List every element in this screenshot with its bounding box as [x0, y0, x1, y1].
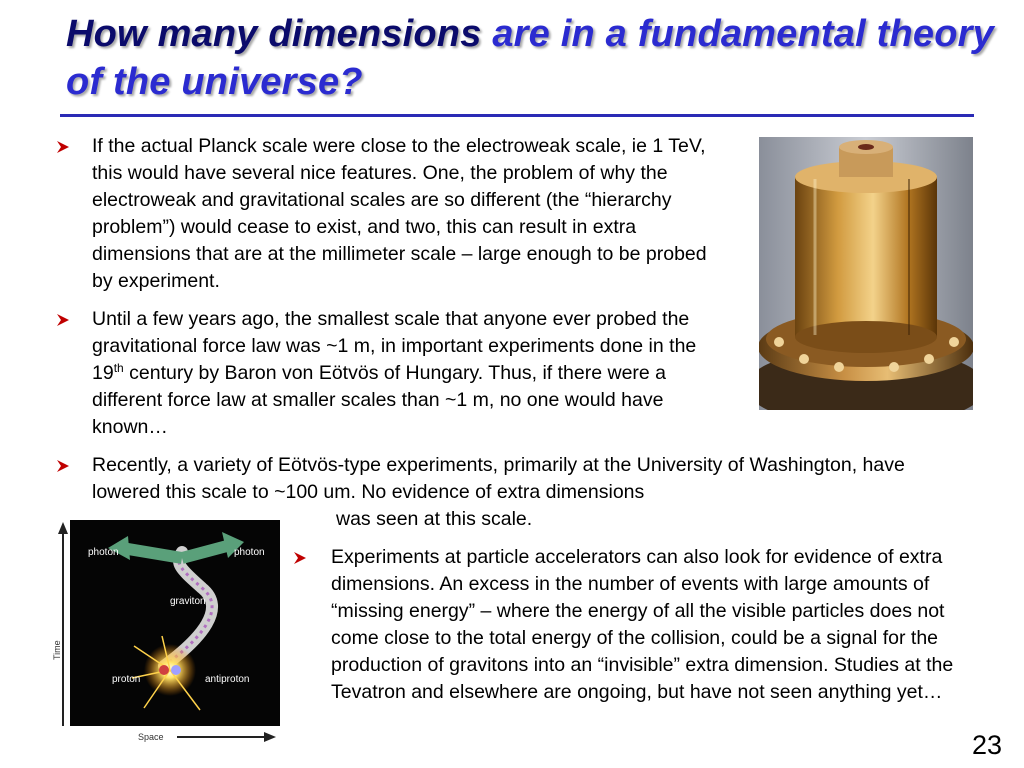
slide-title — [66, 10, 1006, 106]
graviton-production-diagram — [52, 518, 284, 746]
bullet-force-law-history — [92, 306, 732, 441]
space-axis-label: Space — [138, 732, 164, 742]
space-axis-arrow-icon — [264, 732, 276, 742]
title-part-1: How many dimensions — [66, 13, 482, 55]
proton-label: proton — [112, 674, 141, 685]
antiproton-particle — [171, 665, 181, 675]
graviton-label: graviton — [170, 596, 206, 607]
bullet-arrow-icon — [56, 452, 76, 479]
bullet-text: Experiments at particle accelerators can also look for evidence of extra dimensions. An excess in the number of events with large amounts of “missing energy” – where the energy of all the visible particles does not come close to the total energy of the collision, could be a signal for the production of gravitons into an “invisible” extra dimension. Studies at the Tevatron and elsewhere are ongoing, but have not seen anything yet… — [331, 546, 954, 703]
proton-particle — [159, 665, 169, 675]
bullet-text-start: Until a few years ago, the smallest scale that anyone ever probed the gravitational force law was ~1 m, in important experiments done in the 19 — [92, 308, 697, 384]
torsion-balance-apparatus-photo — [759, 137, 973, 410]
bullet-text: If the actual Planck scale were close to the electroweak scale, ie 1 TeV, this would have several nice features. One, the problem of why the electroweak and gravitational scales are so different (the “hierarchy problem”) would cease to exist, and two, this can result in extra dimensions that are at the millimeter scale – large enough to be probed by experiment. — [92, 135, 707, 292]
time-axis-arrow-icon — [58, 522, 68, 534]
title-part-2: are in a fundamental theory of the universe? — [66, 13, 994, 103]
photon-left-label: photon — [88, 547, 119, 558]
bullet-particle-accelerators — [331, 544, 981, 706]
bullet-arrow-icon — [56, 133, 76, 160]
bullet-text-tail: was seen at this scale. — [336, 508, 533, 530]
bullet-arrow-icon — [293, 544, 313, 571]
page-number: 23 — [971, 730, 1002, 760]
time-axis-label: Time — [52, 640, 62, 660]
antiproton-label: antiproton — [205, 674, 250, 685]
bullet-text-end: century by Baron von Eötvös of Hungary. Thus, if there were a different force law at smaller scales than ~1 m, no one would have known… — [92, 362, 667, 438]
bullet-planck-scale — [92, 133, 732, 295]
bullet-text: Recently, a variety of Eötvös-type experiments, primarily at the University of Washington, have lowered this scale to ~100 um. No evidence of extra dimensions — [92, 454, 905, 503]
title-underline — [60, 114, 974, 117]
photon-right-label: photon — [234, 547, 265, 558]
bullet-arrow-icon — [56, 306, 76, 333]
ordinal-superscript: th — [113, 361, 124, 375]
